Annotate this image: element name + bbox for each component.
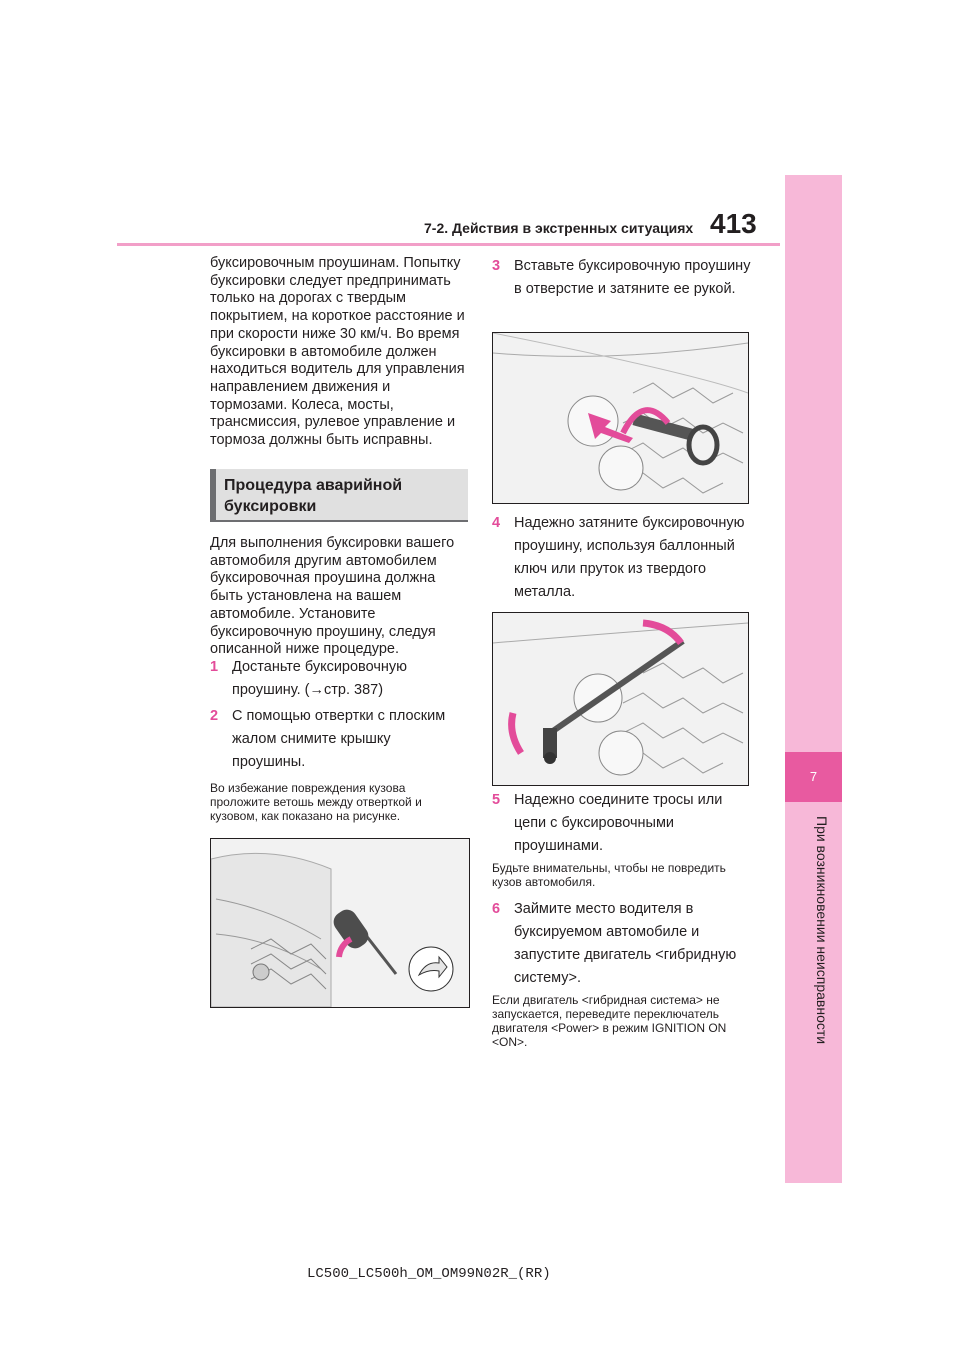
figure-remove-cover — [210, 838, 470, 1008]
step-6-note: Если двигатель <гибридная система> не запускается, переведите переключатель двигателя <Power> в режим IGNITION ON <ON>. — [492, 993, 727, 1049]
step-6 — [492, 898, 762, 990]
figure-insert-eye — [492, 332, 749, 504]
step-1 — [210, 656, 468, 702]
figure-tighten-eye — [492, 612, 749, 786]
section-title: 7-2. Действия в экстренных ситуациях — [424, 220, 694, 236]
step-4-text: Надежно затяните буксировочную проушину, используя баллонный ключ или пруток из твердого металла. — [514, 515, 745, 600]
step-3 — [492, 255, 762, 301]
step-5 — [492, 789, 762, 858]
car-front-illustration — [211, 839, 469, 1007]
chapter-number-tab[interactable]: 7 — [785, 752, 842, 802]
step-3-number: 3 — [492, 258, 501, 274]
header-divider — [117, 243, 780, 246]
step-2-note: Во избежание повреждения кузова проложите ветошь между отверткой и кузовом, как показано на рисунке. — [210, 781, 422, 823]
step-1-text: Достаньте буксировочную проушину. (→стр. 387) — [232, 659, 408, 698]
step-1-number: 1 — [210, 659, 219, 675]
step-5-note: Будьте внимательны, чтобы не повредить кузов автомобиля. — [492, 861, 726, 889]
step-3-text: Вставьте буксировочную проушину в отверстие и затяните ее рукой. — [514, 258, 751, 297]
procedure-intro: Для выполнения буксировки вашего автомобиля другим автомобилем буксировочная проушина должна быть установлена на вашем автомобиле. Установите буксировочную проушину, следуя описанной ниже процедуре. — [210, 535, 455, 658]
step-2-number: 2 — [210, 708, 219, 724]
chapter-title-vertical: При возникновении неисправности — [814, 816, 830, 1045]
intro-paragraph: буксировочным проушинам. Попытку буксировки следует предпринимать только на дорогах с твердым покрытием, на короткое расстояние и при скорости ниже 30 км/ч. Во время буксировки в автомобиле должен находиться водитель для управления направлением движения и тормозами. Колеса, мосты, трансмиссия, рулевое управление и тормоза должны быть исправны. — [210, 255, 465, 449]
step-6-text: Займите место водителя в буксируемом автомобиле и запустите двигатель <гибридную систему>. — [514, 901, 737, 986]
step-6-number: 6 — [492, 901, 501, 917]
tow-eye-insert-illustration — [493, 333, 748, 503]
step-5-text: Надежно соедините тросы или цепи с буксировочными проушинами. — [514, 792, 723, 854]
document-code: LC500_LC500h_OM_OM99N02R_(RR) — [307, 1266, 551, 1282]
tow-eye-tighten-illustration — [493, 613, 748, 785]
page-number: 413 — [710, 208, 757, 239]
procedure-heading: Процедура аварийной буксировки — [224, 477, 403, 515]
step-4-number: 4 — [492, 515, 501, 531]
step-5-number: 5 — [492, 792, 501, 808]
step-4 — [492, 512, 762, 604]
step-2 — [210, 705, 468, 774]
step-2-text: С помощью отвертки с плоским жалом снимите крышку проушины. — [232, 708, 446, 770]
